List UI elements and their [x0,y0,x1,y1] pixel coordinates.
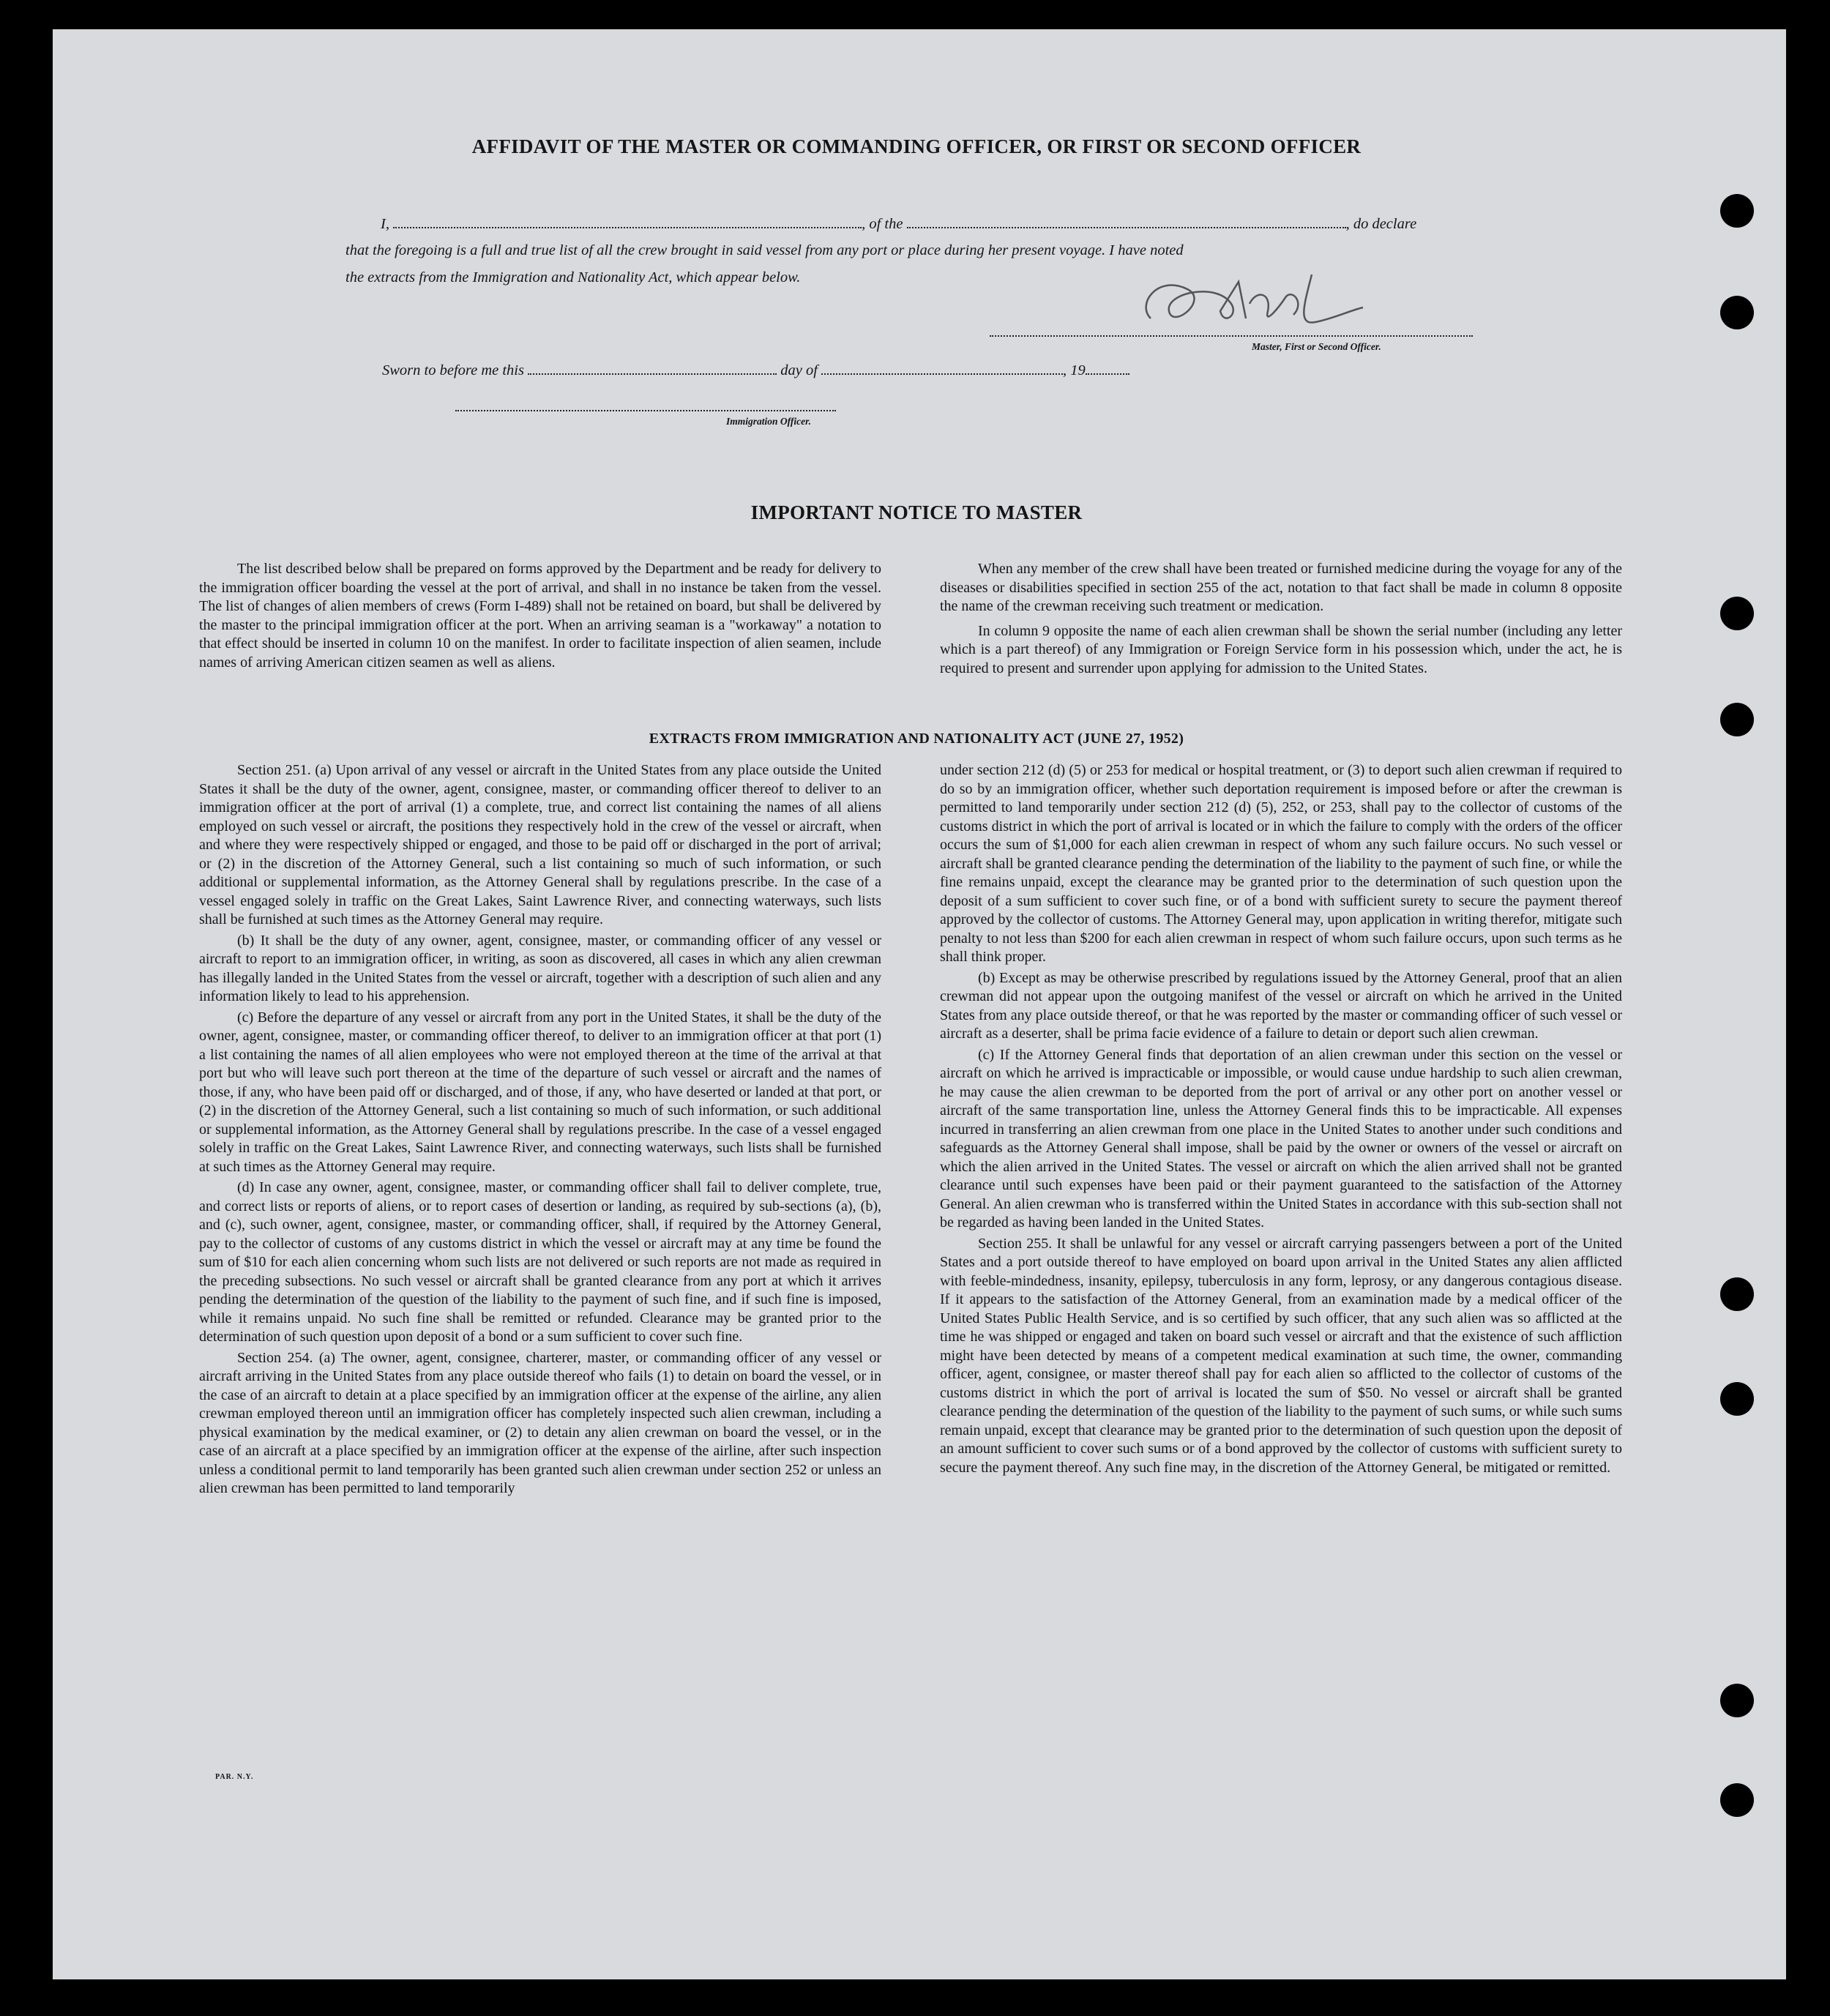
vessel-blank[interactable] [907,217,1346,228]
punch-hole [1720,1783,1754,1817]
name-blank[interactable] [393,217,862,228]
officer-signature-line[interactable] [455,410,836,411]
master-signature-line[interactable] [990,335,1473,337]
print-code: PAR. N.Y. [215,1773,254,1781]
year-blank[interactable] [1086,363,1129,375]
punch-hole [1720,1684,1754,1717]
declaration-text-1: that the foregoing is a full and true list of all the crew brought in said vessel from any port or place during her present voyage. I have noted [346,242,1184,258]
sworn-line [382,362,1129,379]
sworn-blank[interactable] [528,363,777,375]
punch-hole [1720,1277,1754,1311]
punch-hole [1720,296,1754,329]
notice-right-paragraph-2: In column 9 opposite the name of each alien crewman shall be shown the serial number (including any letter which is a part thereof) of any Immigration or Foreign Service form in his possession which, under the act, he is required to present and surrender upon applying for admission to the United States. [940,622,1622,676]
section-251-a: Section 251. (a) Upon arrival of any vessel or aircraft in the United States from any place outside the United States it shall be the duty of the owner, agent, consignee, master, or commanding officer thereof to deliver to an immigration officer at the port of arrival (1) a complete, true, and correct list containing the names of all aliens employed on such vessel or aircraft, the positions they respectively hold in the crew of the vessel or aircraft, when and where they were respectively shipped or engaged, and those to be paid off or discharged in the port of arrival; or (2) in the discretion of the Attorney General, such a list containing so much of such information, or such additional or supplemental information, as the Attorney General shall by regulations prescribe. In the case of a vessel engaged solely in traffic on the Great Lakes, Saint Lawrence River, and connecting waterways, such lists shall be furnished at such times as the Attorney General may require. [199,762,881,927]
section-255: Section 255. It shall be unlawful for any vessel or aircraft carrying passengers between a port of the United States and a port outside thereof to have employed on board upon arrival in the United States any alien afflicted with feeble-mindedness, insanity, epilepsy, tuberculosis in any form, leprosy, or any dangerous contagious disease. If it appears to the satisfaction of the Attorney General, from an examination made by a medical officer of the United States Public Health Service, and is so certified by such officer, that any such alien was so afflicted at the time he was shipped or engaged and taken on board such vessel or aircraft and that the existence of such affliction might have been detected by means of a competent medical examination at such time, the owner, commanding officer, agent, consignee, or master thereof shall pay for each alien so afflicted to the collector of customs of the customs district in which the port of arrival is located the sum of $50. No vessel or aircraft shall be granted clearance pending the determination of the question of the liability to the payment of such sums, or while such sums remain unpaid, except that clearance may be granted prior to the determination of such question upon the deposit of an amount sufficient to cover such sums or of a bond approved by the collector of customs with sufficient surety to secure the payment thereof. Any such fine may, in the discretion of the Attorney General, be mitigated or remitted. [940,1235,1622,1476]
declare-i: I, [381,216,389,232]
extracts-title: EXTRACTS FROM IMMIGRATION AND NATIONALITY ACT (JUNE 27, 1952) [649,731,1184,747]
notice-left-paragraph: The list described below shall be prepared on forms approved by the Department and be ready for delivery to the immigration officer boarding the vessel at the port of arrival, and shall in no instance be taken from the vessel. The list of changes of alien members of crews (Form I-489) shall not be retained on board, but shall be delivered by the master to the principal immigration officer at the port. When an arriving seaman is a "workaway" a notation to that effect should be inserted in column 10 on the manifest. In order to facilitate inspection of alien seamen, include names of arriving American citizen seamen as well as aliens. [199,561,881,671]
month-blank[interactable] [821,363,1063,375]
master-signature [1129,260,1370,340]
declare-end: , do declare [1345,216,1417,232]
notice-left [199,560,881,674]
master-caption: Master, First or Second Officer. [1252,341,1381,352]
declaration-line [381,216,1416,233]
notice-right [940,560,1622,680]
extracts-left [199,761,881,1501]
section-251-d: (d) In case any owner, agent, consignee, master, or commanding officer shall fail to deliver complete, true, and correct lists or reports of aliens, or to report cases of desertion or landing, as required by sub-sections (a), (b), and (c), such owner, agent, consignee, master, or commanding officer, shall, if required by the Attorney General, pay to the collector of customs of any customs district in which the vessel or aircraft may at any time be found the sum of $10 for each alien concerning whom such lists are not delivered or such reports are not made as required in the preceding subsections. No such vessel or aircraft shall be granted clearance from any port at which it arrives pending the determination of the question of the liability to the payment of such fine, and if such fine is imposed, while it remains unpaid. No such fine shall be remitted or refunded. Clearance may be granted prior to the determination of such question upon deposit of a bond or a sum sufficient to cover such fine. [199,1179,881,1345]
declare-of-the: , of the [862,216,903,232]
day-of-text: day of [780,362,818,378]
extracts-right [940,761,1622,1479]
punch-hole [1720,194,1754,228]
punch-hole [1720,703,1754,736]
declaration-text-2: the extracts from the Immigration and Nationality Act, which appear below. [346,269,801,285]
year-text: , 19 [1063,362,1086,378]
officer-caption: Immigration Officer. [726,416,812,427]
notice-title: IMPORTANT NOTICE TO MASTER [750,501,1083,523]
punch-hole [1720,1382,1754,1416]
affidavit-title: AFFIDAVIT OF THE MASTER OR COMMANDING OFFICER, OR FIRST OR SECOND OFFICER [471,135,1362,157]
section-254-a: Section 254. (a) The owner, agent, consignee, charterer, master, or commanding officer of any vessel or aircraft arriving in the United States from any place outside thereof who fails (1) to detain on board the vessel, or in the case of an aircraft to detain at a place specified by an immigration officer at the expense of the airline, any alien crewman employed thereon until an immigration officer has completely inspected such alien crewman, including a physical examination by the medical examiner, or (2) to detain any alien crewman on board the vessel, or in the case of an aircraft at a place specified by an immigration officer at the expense of the airline, after such inspection unless a conditional permit to land temporarily has been granted such alien crewman under section 252 or unless an alien crewman has been permitted to land temporarily [199,1349,881,1496]
punch-hole [1720,597,1754,630]
section-254-c: (c) If the Attorney General finds that deportation of an alien crewman under this section on the vessel or aircraft on which he arrived is impracticable or impossible, or would cause undue hardship to such alien crewman, he may cause the alien crewman to be deported from the port of arrival or any other port on another vessel or aircraft of the same transportation line, unless the Attorney General finds this to be impracticable. All expenses incurred in transferring an alien crewman from one place in the United States to another under such conditions and safeguards as the Attorney General shall impose, shall be paid by the owner or owners of the vessel or aircraft on which the alien arrived in the United States. The vessel or aircraft on which the alien arrived shall not be granted clearance until such expenses have been paid or their payment guaranteed to the satisfaction of the Attorney General. An alien crewman who is transferred within the United States in accordance with this sub-section shall not be regarded as having been landed in the United States. [940,1046,1622,1231]
section-254-a-continued: under section 212 (d) (5) or 253 for medical or hospital treatment, or (3) to deport such alien crewman if required to do so by an immigration officer, whether such deportation requirement is imposed before or after the crewman is permitted to land temporarily under section 212 (d) (5), 252, or 253, shall pay to the collector of customs of the customs district in which the port of arrival is located or in which the failure to comply with the orders of the officer occurs the sum of $1,000 for each alien crewman in respect of whom any such failure occurs. No such vessel or aircraft shall be granted clearance pending the determination of the liability to the payment of such fine, or while the fine remains unpaid, except the clearance may be granted prior to the determination of such question upon the deposit of a sum sufficient to cover such fine, or of a bond with sufficient surety to secure the payment thereof approved by the collector of customs. The Attorney General may, upon application in writing therefor, mitigate such penalty to not less than $200 for each alien crewman in respect of whom such failure occurs, upon such terms as he shall think proper. [940,762,1622,965]
section-251-c: (c) Before the departure of any vessel or aircraft from any port in the United States, it shall be the duty of the owner, agent, consignee, master, or commanding officer thereof, to deliver to an immigration officer at that port (1) a list containing the names of all alien employees who were not employed thereon at the time of the arrival at that port but who will leave such port thereon at the time of the departure of such vessel or aircraft and the names of those, if any, who have been paid off or discharged, and of those, if any, who have deserted or landed at that port, or (2) in the discretion of the Attorney General, such a list containing so much of such information, or such additional or supplemental information, as the Attorney General shall by regulations prescribe. In the case of a vessel engaged solely in traffic on the Great Lakes, Saint Lawrence River, and connecting waterways, such lists shall be furnished at such times as the Attorney General may require. [199,1009,881,1175]
notice-right-paragraph-1: When any member of the crew shall have been treated or furnished medicine during the voyage for any of the diseases or disabilities specified in section 255 of the act, notation to that fact shall be made in column 8 opposite the name of the crewman receiving such treatment or medication. [940,561,1622,614]
form-page [53,29,1786,1979]
section-254-b: (b) Except as may be otherwise prescribed by regulations issued by the Attorney General, proof that an alien crewman did not appear upon the outgoing manifest of the vessel or aircraft on which he arrived in the United States from any place outside thereof, or that he was reported by the master or commanding officer of such vessel or aircraft as a deserter, shall be prima facie evidence of a failure to detain or deport such alien crewman. [940,969,1622,1042]
sworn-text: Sworn to before me this [382,362,524,378]
section-251-b: (b) It shall be the duty of any owner, agent, consignee, master, or commanding officer of any vessel or aircraft to report to an immigration officer, in writing, as soon as discovered, all cases in which any alien crewman has illegally landed in the United States from the vessel or aircraft, together with a description of such alien and any information likely to lead to his apprehension. [199,932,881,1004]
